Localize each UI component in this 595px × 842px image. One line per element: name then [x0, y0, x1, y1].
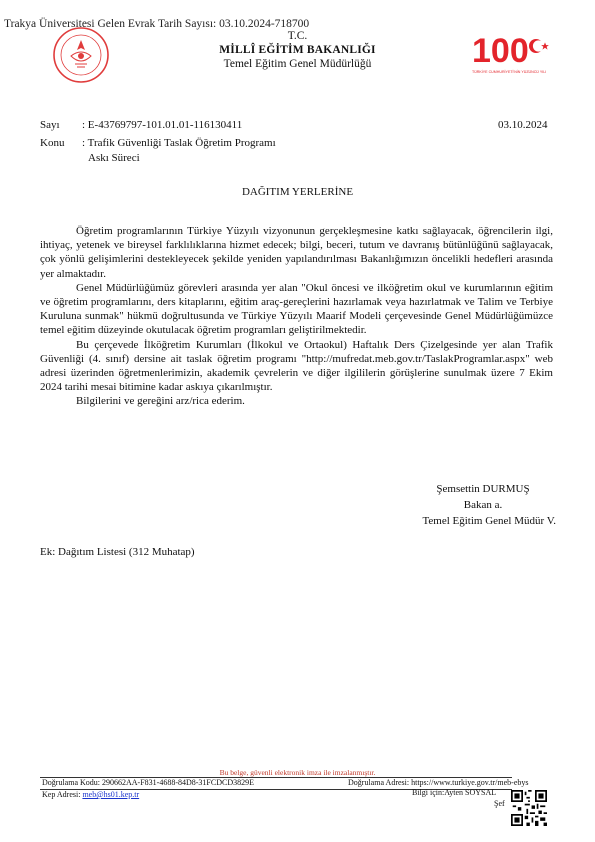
kep-email-link[interactable]: meb@hs01.kep.tr — [82, 790, 140, 799]
kep-label: Kep Adresi: — [42, 790, 83, 799]
kep-address — [42, 790, 139, 799]
verification-address: Doğrulama Adresi: https://www.turkiye.gov.tr/meb-ebys — [348, 778, 529, 787]
header-ministry: MİLLÎ EĞİTİM BAKANLIĞI — [219, 44, 376, 56]
signature-block — [380, 481, 556, 529]
centennial-100-logo — [470, 28, 552, 78]
signer-title-2: Temel Eğitim Genel Müdür V. — [422, 515, 556, 527]
centennial-caption: TÜRKİYE CUMHURİYETİ'NİN YÜZÜNCÜ YILI — [472, 70, 547, 74]
sayi-label: Sayı — [40, 119, 60, 131]
signer-title-1: Bakan a. — [463, 499, 503, 511]
secure-signature-note: Bu belge, güvenli elektronik imza ile imzalanmıştır. — [219, 768, 376, 777]
centennial-number: 100 — [472, 32, 529, 70]
recipient-heading: DAĞITIM YERLERİNE — [241, 186, 354, 198]
document-date: 03.10.2024 — [498, 119, 548, 131]
incoming-document-stamp: Trakya Üniversitesi Gelen Evrak Tarih Sayısı: 03.10.2024-718700 — [4, 18, 310, 30]
signer-name: Şemsettin DURMUŞ — [436, 483, 530, 495]
contact-info: Bilgi için:Ayten SOYSAL — [412, 788, 497, 797]
header-directorate: Temel Eğitim Genel Müdürlüğü — [223, 58, 372, 70]
konu-value: : Trafik Güvenliği Taslak Öğretim Programı — [82, 137, 276, 149]
sayi-value: : E-43769797-101.01.01-116130411 — [82, 119, 243, 131]
konu-label: Konu — [40, 137, 65, 149]
paragraph-1: Öğretim programlarının Türkiye Yüzyılı vizyonunun gerçekleşmesine katkı sağlayacak, öğrencilerin ilgi, ihtiyaç, yetenek ve bireysel farklılıklarına hizmet edecek; bilgi, beceri, tutum ve davranış bütünlüğünü sağlayacak, çok yönlü gelişimlerini destekleyecek şekilde yeniden yapılandırılması Bakanlığımızın öncelikli hedefleri arasında yer almaktadır. — [40, 225, 553, 280]
paragraph-4: Bilgilerini ve gereğini arz/rica ederim. — [76, 395, 245, 408]
letter-body — [40, 224, 553, 409]
paragraph-3: Bu çerçevede İlköğretim Kurumları (İlkokul ve Ortaokul) Haftalık Ders Çizelgesinde yer alan Trafik Güvenliği (4. sınıf) dersine ait taslak öğretim programı "http://mufredat.meb.gov.tr/TaslakProgramlar.aspx" web adresi üzerinden öğretmenlerimizin, akademik çevrelerin ve diğer ilgililerin görüşlerine sunulmak üzere 7 Ekim 2024 tarihi mesai bitimine kadar askıya çıkarılmıştır. — [40, 338, 553, 394]
konu-value-line2: Askı Süreci — [88, 152, 140, 164]
header-tc: T.C. — [287, 30, 308, 42]
verification-code: Doğrulama Kodu: 290662AA-F831-4688-84D8-31FCDCD3829E — [42, 778, 254, 787]
contact-title: Şef — [494, 799, 505, 808]
attachment-line: Ek: Dağıtım Listesi (312 Muhatap) — [40, 546, 195, 558]
qr-code — [511, 790, 547, 826]
paragraph-2: Genel Müdürlüğümüz görevleri arasında yer alan "Okul öncesi ve ilköğretim okul ve kurumlarının eğitim ve öğretim programlarını, ders kitaplarını, eğitim araç-gereçlerini hazırlamak veya hazırlatmak ve Talim ve Terbiye Kuruluna sunmak" hükmü doğrultusunda ve Türkiye Yüzyılı Maarif Modeli çerçevesinde Genel Müdürlüğümüzce temel eğitim düzeyinde okutulacak öğretim programları geliştirilmektedir. — [40, 281, 553, 337]
